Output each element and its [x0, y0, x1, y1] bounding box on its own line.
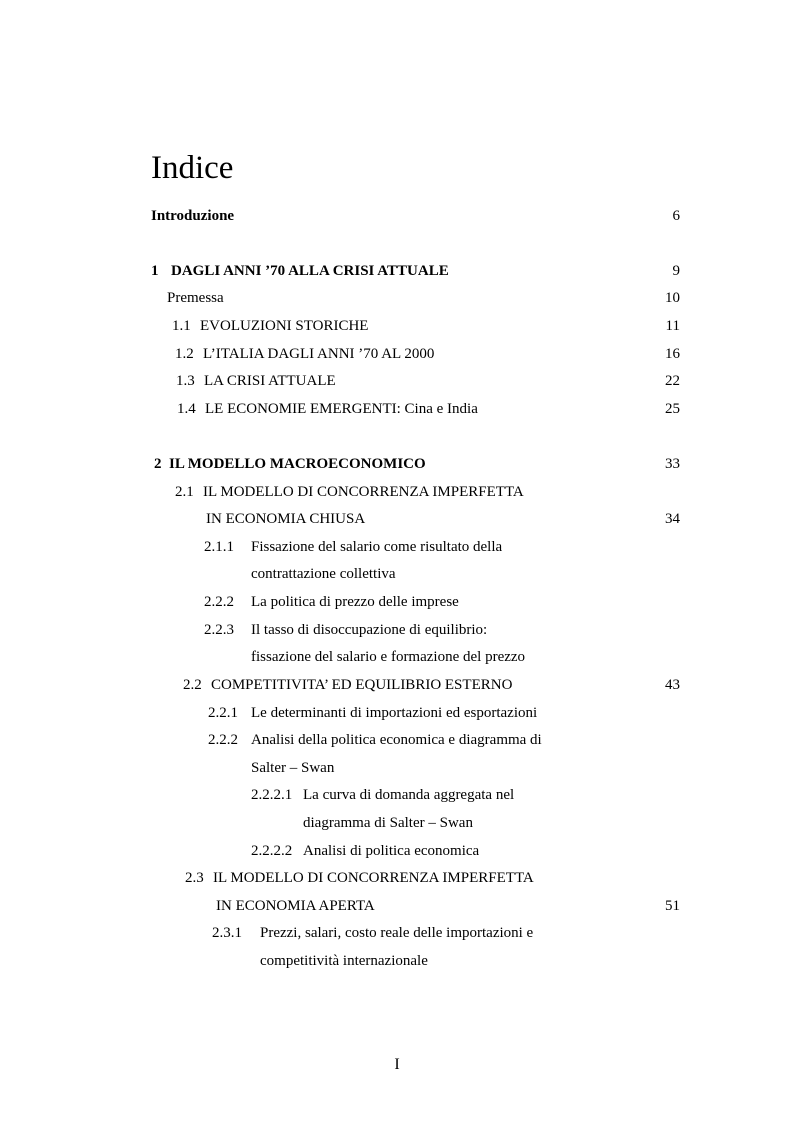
toc-page-number: 6 — [672, 208, 680, 224]
toc-section-title-continued[interactable]: IN ECONOMIA APERTA — [216, 898, 375, 914]
toc-subsection-title-continued[interactable]: contrattazione collettiva — [251, 566, 396, 582]
toc-page-number: 10 — [665, 290, 680, 306]
toc-section-number: 1.3 — [176, 373, 195, 389]
toc-page-number: 34 — [665, 511, 680, 527]
toc-subsection-title[interactable]: La politica di prezzo delle imprese — [251, 594, 459, 610]
toc-subsection-number: 2.2.1 — [208, 705, 238, 721]
toc-section-number: 2.2 — [183, 677, 202, 693]
toc-subsection-title-continued[interactable]: fissazione del salario e formazione del prezzo — [251, 649, 526, 665]
toc-page-number: 16 — [665, 346, 680, 362]
toc-section-number: 1.1 — [172, 318, 191, 334]
toc-chapter-number: 2 — [154, 456, 162, 472]
toc-section-title[interactable]: IL MODELLO DI CONCORRENZA IMPERFETTA — [213, 870, 534, 886]
toc-section-title[interactable]: IL MODELLO DI CONCORRENZA IMPERFETTA — [203, 484, 524, 500]
toc-subsection-number: 2.3.1 — [212, 925, 242, 941]
toc-subsubsection-title[interactable]: Analisi di politica economica — [303, 843, 480, 859]
toc-section-title[interactable]: L’ITALIA DAGLI ANNI ’70 AL 2000 — [203, 346, 435, 362]
toc-page-number: 22 — [665, 373, 680, 389]
page-number-footer: I — [394, 1056, 400, 1073]
toc-subsubsection-number: 2.2.2.2 — [251, 843, 293, 859]
toc-subsection-number: 2.2.2 — [204, 594, 234, 610]
toc-subsection-title[interactable]: Fissazione del salario come risultato della — [251, 539, 503, 555]
toc-subsection-title[interactable]: Il tasso di disoccupazione di equilibrio: — [251, 622, 488, 638]
toc-subsubsection-title[interactable]: La curva di domanda aggregata nel — [303, 787, 515, 803]
toc-section-title[interactable]: LA CRISI ATTUALE — [204, 373, 336, 389]
toc-chapter-title[interactable]: IL MODELLO MACROECONOMICO — [169, 456, 426, 472]
toc-page-number: 51 — [665, 898, 680, 914]
toc-subsection-title[interactable]: Prezzi, salari, costo reale delle importazioni e — [260, 925, 534, 941]
toc-section-number: 2.3 — [185, 870, 204, 886]
toc-page-number: 9 — [672, 263, 680, 279]
toc-page-number: 43 — [665, 677, 680, 693]
toc-section-title[interactable]: EVOLUZIONI STORICHE — [200, 318, 369, 334]
toc-section-title[interactable]: LE ECONOMIE EMERGENTI: Cina e India — [205, 401, 478, 417]
toc-entry-introduzione[interactable]: Introduzione — [151, 208, 235, 224]
toc-section-title[interactable]: COMPETITIVITA’ ED EQUILIBRIO ESTERNO — [211, 677, 513, 693]
toc-section-title-continued[interactable]: IN ECONOMIA CHIUSA — [206, 511, 366, 527]
toc-chapter-number: 1 — [151, 263, 159, 279]
toc-page-number: 25 — [665, 401, 680, 417]
toc-page-number: 11 — [665, 318, 680, 334]
toc-chapter-title[interactable]: DAGLI ANNI ’70 ALLA CRISI ATTUALE — [171, 263, 449, 279]
toc-section-number: 1.2 — [175, 346, 194, 362]
toc-subsection-title[interactable]: Le determinanti di importazioni ed esportazioni — [251, 705, 538, 721]
toc-subsubsection-title-continued[interactable]: diagramma di Salter – Swan — [303, 815, 473, 831]
toc-subsection-number: 2.2.2 — [208, 732, 238, 748]
toc-subsection-title[interactable]: Analisi della politica economica e diagramma di — [251, 732, 542, 748]
toc-section-number: 1.4 — [177, 401, 196, 417]
toc-subsection-number: 2.1.1 — [204, 539, 234, 555]
toc-entry-premessa[interactable]: Premessa — [167, 290, 224, 306]
toc-subsection-number: 2.2.3 — [204, 622, 234, 638]
page-title: Indice — [151, 150, 234, 186]
toc-subsection-title-continued[interactable]: Salter – Swan — [251, 760, 335, 776]
toc-page-number: 33 — [665, 456, 680, 472]
toc-subsubsection-number: 2.2.2.1 — [251, 787, 293, 803]
toc-subsection-title-continued[interactable]: competitività internazionale — [260, 953, 428, 969]
toc-section-number: 2.1 — [175, 484, 194, 500]
